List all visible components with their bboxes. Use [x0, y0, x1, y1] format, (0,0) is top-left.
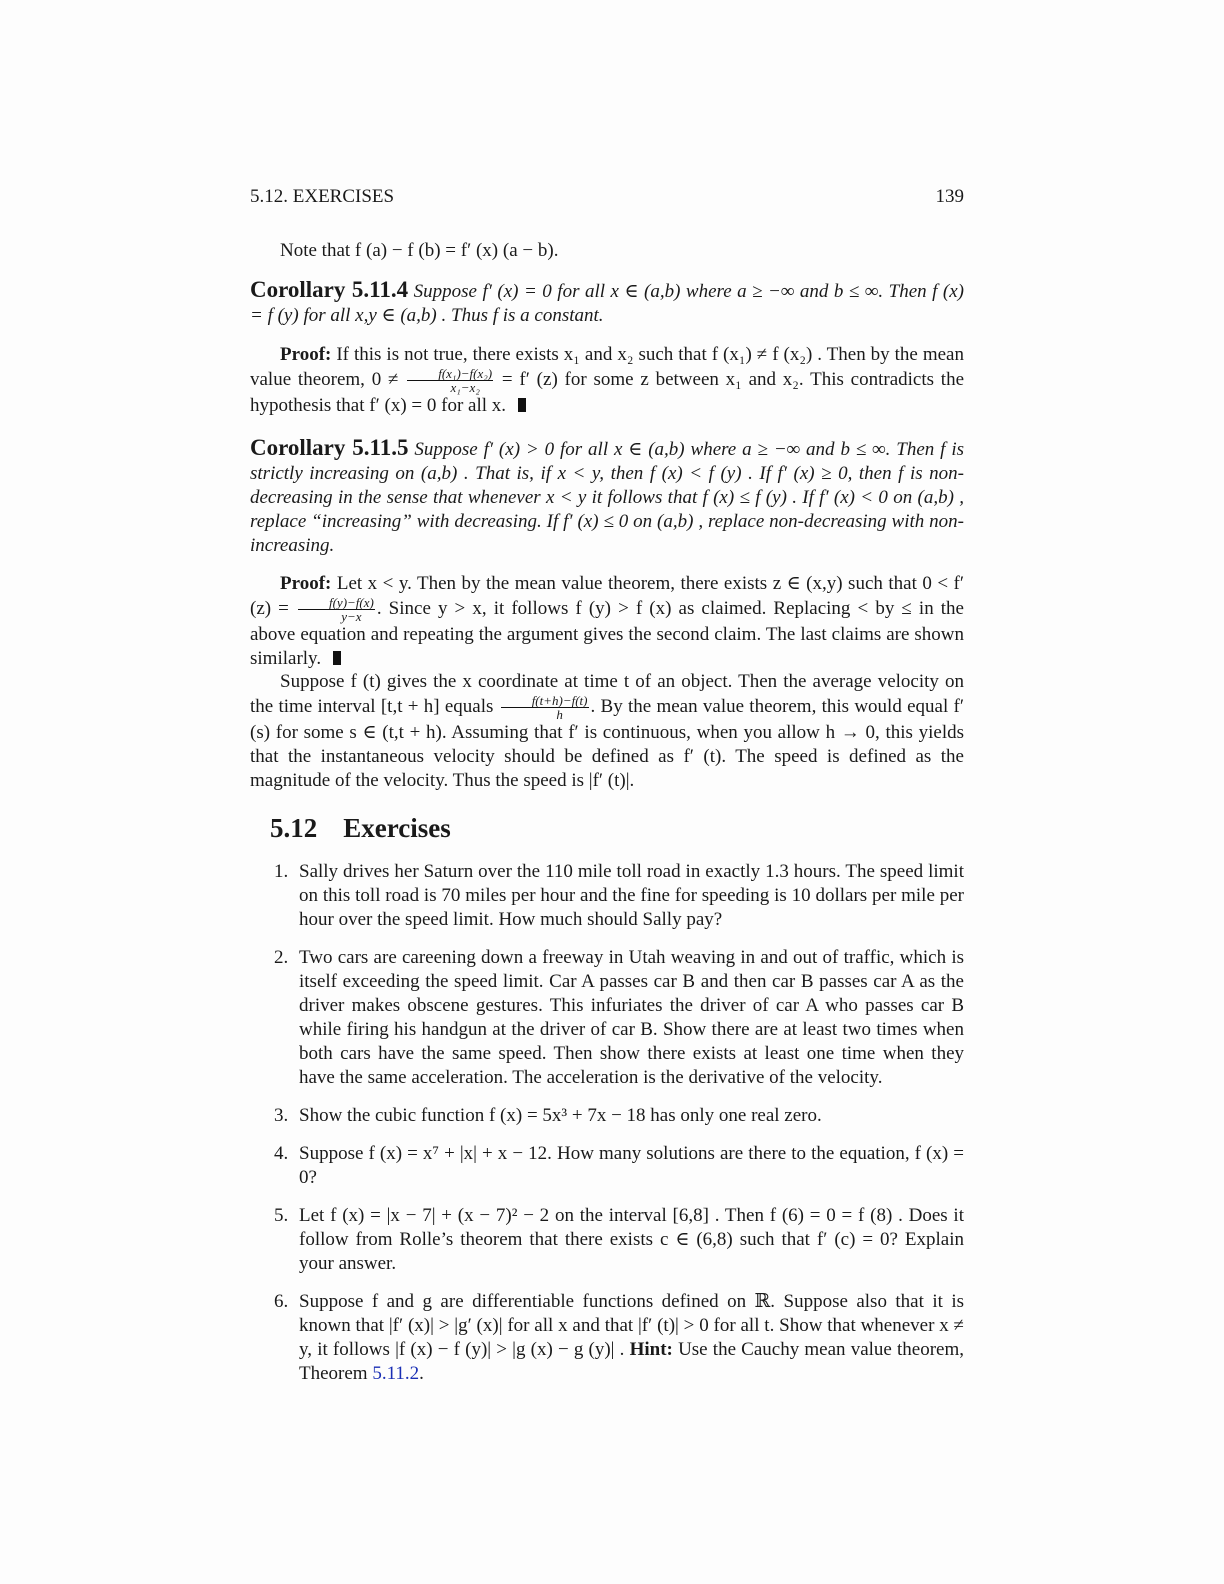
fraction-numerator: f(y)−f(x)	[298, 596, 375, 610]
exercise-item	[250, 1104, 964, 1128]
fraction	[407, 367, 493, 394]
qed-square	[518, 398, 526, 412]
exercise-item	[250, 1142, 964, 1190]
section-title: Exercises	[343, 813, 451, 843]
exercise-item	[250, 1204, 964, 1276]
theorem-link[interactable]: 5.11.2	[372, 1363, 420, 1384]
section-number: 5.12	[270, 813, 318, 843]
proof-text-2: . Since y > x, it follows f (y) > f (x) as claimed. Replacing < by ≤ in the above equation and repeating the argument gives the second claim. The last claims are shown similarly.	[250, 597, 964, 669]
proof-label: Proof:	[280, 573, 332, 594]
proof-text-1: Let x < y. Then by the mean value theorem, there exists z ∈ (x,y) such that 0 < f′ (z) =	[250, 573, 965, 619]
exercise-text: Show the cubic function f (x) = 5x³ + 7x − 18 has only one real zero.	[299, 1105, 822, 1126]
exercise-number: 3.	[274, 1105, 289, 1126]
exercise-text: Suppose f and g are differentiable functions defined on ℝ. Suppose also that it is known that |f′ (x)| > |g′ (x)| for all x and that |f′ (t)| > 0 for all t. Show that whenever x ≠ y, it follows |f (x) − f (y)| > |g (x) − g (y)| .	[299, 1291, 964, 1360]
hint-label: Hint:	[629, 1339, 673, 1360]
section-heading	[270, 813, 451, 843]
exercise-number: 4.	[274, 1143, 289, 1164]
hint-text: Use the Cauchy mean value theorem, Theorem	[299, 1339, 965, 1384]
fraction-denominator: x₁−x₂	[450, 380, 480, 395]
note-line: Note that f (a) − f (b) = f′ (x) (a − b).	[280, 240, 559, 261]
exercise-item	[250, 1290, 964, 1386]
exercise-text: Sally drives her Saturn over the 110 mile toll road in exactly 1.3 hours. The speed limit on this toll road is 70 miles per hour and the fine for speeding is 10 dollars per mile per hour over the speed limit. How much should Sally pay?	[299, 861, 964, 930]
exercise-item	[250, 860, 964, 932]
running-header-section: 5.12. EXERCISES	[250, 186, 395, 207]
fraction-denominator: h	[556, 707, 563, 722]
exercise-text: Two cars are careening down a freeway in Utah weaving in and out of traffic, which is itself exceeding the speed limit. Car A passes car B and then car B passes car A as the driver makes obscene gestures. This infuriates the driver of car A who passes car B while firing his handgun at the driver of car B. Show there are at least two times when both cars have the same speed. Then show there exists at least one time when they have the same acceleration. The acceleration is the derivative of the velocity.	[299, 947, 964, 1088]
proof-1	[250, 343, 964, 418]
exercise-number: 1.	[274, 861, 289, 882]
velocity-text-1: Suppose f (t) gives the x coordinate at time t of an object. Then the average velocity on the time interval [t,t + h] equals	[250, 671, 964, 717]
corollary-label: Corollary 5.11.4	[250, 277, 409, 302]
exercise-item	[250, 946, 964, 1090]
velocity-paragraph	[250, 670, 964, 793]
corollary-statement: Suppose f′ (x) = 0 for all x ∈ (a,b) where a ≥ −∞ and b ≤ ∞. Then f (x) = f (y) for all x,y ∈ (a,b) . Thus f is a constant.	[250, 281, 964, 326]
corollary-5-11-5	[250, 436, 964, 558]
exercise-text: Suppose f (x) = x⁷ + |x| + x − 12. How many solutions are there to the equation, f (x) = 0?	[299, 1143, 964, 1188]
corollary-5-11-4	[250, 278, 964, 328]
page-number: 139	[935, 186, 964, 207]
fraction-numerator: f(t+h)−f(t)	[501, 694, 589, 708]
exercise-number: 6.	[274, 1291, 289, 1312]
proof-label: Proof:	[280, 344, 332, 365]
corollary-statement: Suppose f′ (x) > 0 for all x ∈ (a,b) where a ≥ −∞ and b ≤ ∞. Then f is strictly increasing on (a,b) . That is, if x < y, then f (x) < f (y) . If f′ (x) ≥ 0, then f is non-decreasing in the sense that whenever x < y it follows that f (x) ≤ f (y) . If f′ (x) < 0 on (a,b) , replace “increasing” with decreasing. If f′ (x) ≤ 0 on (a,b) , replace non-decreasing with non-increasing.	[250, 439, 965, 556]
fraction	[298, 596, 375, 623]
hint-end: .	[419, 1363, 424, 1384]
exercise-number: 5.	[274, 1205, 289, 1226]
fraction-numerator: f(x₁)−f(x₂)	[407, 367, 493, 381]
proof-text-2: = f′ (z) for some z between x₁ and x₂. This contradicts the hypothesis that f′ (x) = 0 for all x.	[250, 368, 965, 416]
fraction	[501, 694, 589, 721]
proof-text-1: If this is not true, there exists x₁ and x₂ such that f (x₁) ≠ f (x₂) . Then by the mean value theorem, 0 ≠	[250, 344, 964, 390]
corollary-label: Corollary 5.11.5	[250, 435, 409, 460]
exercise-list	[250, 860, 964, 1400]
exercise-number: 2.	[274, 947, 289, 968]
fraction-denominator: y−x	[341, 609, 362, 624]
velocity-text-2: . By the mean value theorem, this would equal f′ (s) for some s ∈ (t,t + h). Assuming that f′ is continuous, when you allow h → 0, this yields that the instantaneous velocity should be defined as f′ (t). The speed is defined as the magnitude of the velocity. Thus the speed is |f′ (t)|.	[250, 695, 965, 791]
running-header	[250, 185, 964, 209]
exercise-text: Let f (x) = |x − 7| + (x − 7)² − 2 on the interval [6,8] . Then f (6) = 0 = f (8) . Does it follow from Rolle’s theorem that there exists c ∈ (6,8) such that f′ (c) = 0? Explain your answer.	[299, 1205, 964, 1274]
qed-square	[333, 651, 341, 665]
proof-2	[250, 572, 964, 671]
